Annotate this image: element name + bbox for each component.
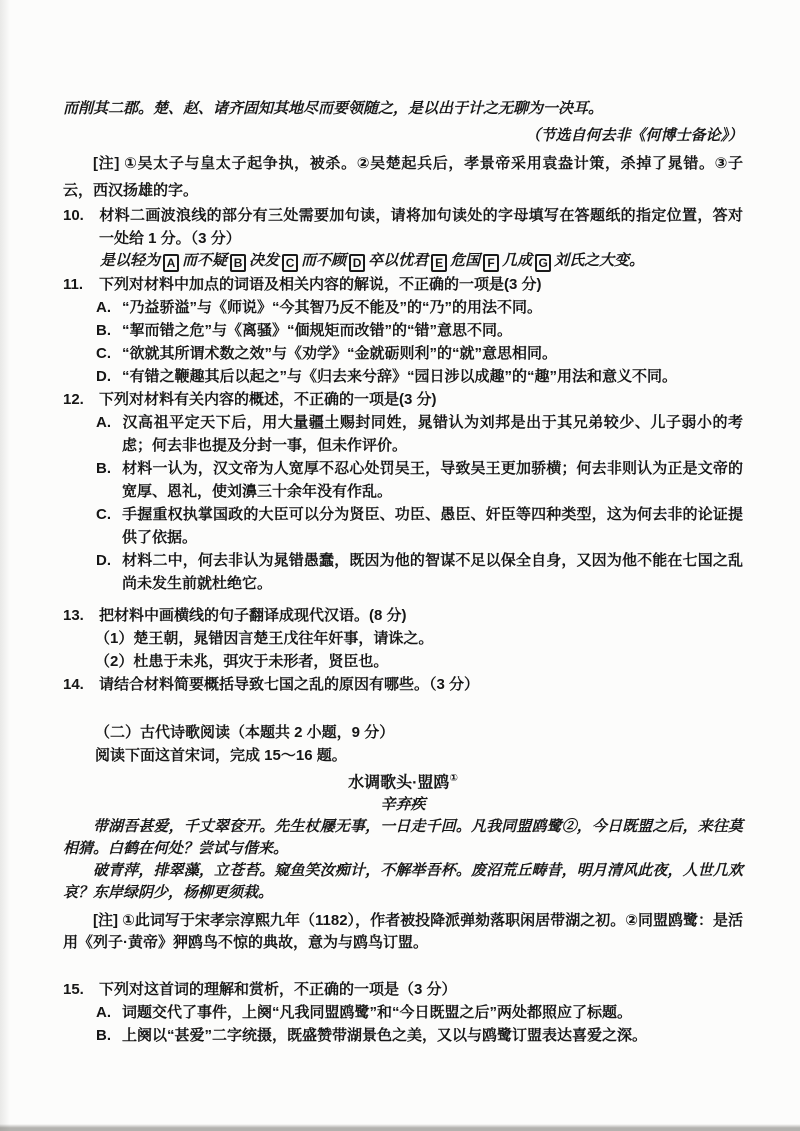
q13-item-2: （2）杜患于未兆，弭灾于未形者，贤臣也。 — [95, 653, 389, 670]
choice-box-d: D — [349, 254, 365, 272]
question-15-block — [63, 978, 743, 1047]
question-number: 14. — [63, 676, 84, 693]
q13-item-1: （1）楚王朝，晁错因言楚王戊往年奸事，请诛之。 — [95, 630, 434, 647]
question-12-stem — [63, 388, 743, 411]
option-label: A. — [96, 299, 111, 316]
option-label: C. — [96, 506, 111, 523]
question-text: 把材料中画横线的句子翻译成现代汉语。(8 分) — [99, 607, 407, 624]
choice-box-c: C — [282, 254, 298, 272]
poem-title-text: 水调歌头·盟鸥 — [348, 774, 450, 792]
q11-option-b — [63, 319, 743, 342]
question-number: 10. — [63, 207, 84, 224]
source-attribution: （节选自何去非《何博士备论》） — [525, 128, 743, 144]
question-text: 请结合材料简要概括导致七国之乱的原因有哪些。（3 分） — [99, 676, 480, 693]
passage-tail-line: 而削其二郡。楚、赵、诸齐固知其地尽而要领随之，是以出于计之无聊为一决耳。 — [63, 101, 604, 117]
q12-option-d — [63, 549, 743, 595]
q11-option-d — [63, 365, 743, 388]
section-2-header: （二）古代诗歌阅读（本题共 2 小题，9 分） — [95, 724, 395, 741]
option-text: 汉高祖平定天下后，用大量疆土赐封同姓，晁错认为刘邦是出于其兄弟较少、儿子弱小的考虑；何去非也提及分封一事，但未作评价。 — [122, 414, 743, 454]
option-text: 材料二中，何去非认为晁错愚蠢，既因为他的智谋不足以保全自身，又因为他不能在七国之乱尚未发生前就杜绝它。 — [122, 552, 743, 592]
choice-box-b: B — [230, 254, 246, 272]
option-text: 上阕以“甚爱”二字统摄，既盛赞带湖景色之美，又以与鸥鹭订盟表达喜爱之深。 — [122, 1027, 648, 1045]
option-label: B. — [96, 322, 111, 339]
q12-option-b — [63, 457, 743, 503]
choice-box-f: F — [483, 254, 499, 272]
passage-one-block — [63, 96, 743, 204]
question-13-stem — [63, 604, 743, 627]
passage-note: [注] ①吴太子与皇太子起争执，被杀。②吴楚起兵后，孝景帝采用袁盎计策，杀掉了晁错。③子云，西汉扬雄的字。 — [63, 155, 743, 199]
question-text: 材料二画波浪线的部分有三处需要加句读，请将加句读处的字母填写在答题纸的指定位置，答对一处给 1 分。（3 分） — [99, 207, 743, 247]
q15-option-b — [63, 1024, 743, 1047]
question-number: 12. — [63, 391, 84, 408]
page-bottom-edge — [0, 1124, 800, 1131]
q11-option-a — [63, 296, 743, 319]
poem-block — [63, 768, 743, 904]
q10-punctuation-sentence — [100, 250, 743, 273]
choice-box-e: E — [431, 254, 447, 272]
q15-option-a — [63, 1001, 743, 1024]
q12-option-a — [63, 411, 743, 457]
option-label: B. — [96, 1027, 111, 1045]
option-text: “欲就其所谓术数之效”与《劝学》“金就砺则利”的“就”意思相同。 — [122, 345, 558, 362]
option-label: A. — [96, 1004, 111, 1022]
sentence-segment: 卒以忧君 — [368, 253, 429, 269]
option-text: 词题交代了事件，上阕“凡我同盟鸥鹭”和“今日既盟之后”两处都照应了标题。 — [122, 1004, 633, 1022]
option-text: 手握重权执掌国政的大臣可以分为贤臣、功臣、愚臣、奸臣等四种类型，这为何去非的论证提供了依据。 — [122, 506, 743, 546]
question-number: 13. — [63, 607, 84, 624]
question-13-block — [63, 604, 743, 673]
option-label: D. — [96, 368, 111, 385]
option-label: D. — [96, 552, 111, 569]
option-text: 材料一认为，汉文帝为人宽厚不忍心处罚吴王，导致吴王更加骄横；何去非则认为正是文帝的宽厚、恩礼，使刘濞三十余年没有作乱。 — [122, 460, 743, 500]
footnote-marker-1: ① — [449, 773, 458, 784]
sentence-segment: 决发 — [249, 253, 280, 269]
sentence-segment: 几成 — [502, 253, 533, 269]
poem-author: 辛弃疾 — [380, 797, 426, 814]
poem-stanza-1: 带湖吾甚爱，千丈翠奁开。先生杖屦无事，一日走千回。凡我同盟鸥鹭②，今日既盟之后，来往莫相猜。白鹤在何处？尝试与偕来。 — [63, 819, 743, 858]
question-11-stem — [63, 273, 743, 296]
question-text: 下列对材料有关内容的概述，不正确的一项是(3 分) — [99, 391, 437, 408]
sentence-segment: 而不疑 — [182, 253, 228, 269]
question-14-stem — [63, 673, 743, 696]
option-text: “乃益骄溢”与《师说》“今其智乃反不能及”的“乃”的用法不同。 — [122, 299, 543, 316]
question-text: 下列对这首词的理解和赏析，不正确的一项是（3 分） — [99, 981, 457, 999]
poem-title — [63, 768, 743, 794]
poem-note: [注] ①此词写于宋孝宗淳熙九年（1182），作者被投降派弹劾落职闲居带湖之初。②同盟鸥鹭：是活用《列子·黄帝》狎鸥鸟不惊的典故，意为与鸥鸟订盟。 — [63, 912, 743, 952]
option-label: B. — [96, 460, 111, 477]
q12-option-c — [63, 503, 743, 549]
question-number: 11. — [63, 276, 84, 293]
choice-box-a: A — [163, 254, 179, 272]
option-label: A. — [96, 414, 111, 431]
question-10-stem — [63, 204, 743, 250]
choice-box-g: G — [535, 254, 551, 272]
sentence-segment: 是以轻为 — [100, 253, 161, 269]
section-2-instruction: 阅读下面这首宋词，完成 15～16 题。 — [95, 747, 347, 764]
q11-option-c — [63, 342, 743, 365]
question-number: 15. — [63, 981, 84, 999]
poem-stanza-2: 破青萍，排翠藻，立苍苔。窥鱼笑汝痴计，不解举吾杯。废沼荒丘畴昔，明月清风此夜，人世几欢哀？东岸绿阴少，杨柳更须栽。 — [63, 863, 743, 902]
question-text: 下列对材料中加点的词语及相关内容的解说，不正确的一项是(3 分) — [99, 276, 542, 293]
option-text: “有错之鞭趣其后以起之”与《归去来兮辞》“园日涉以成趣”的“趣”用法和意义不同。 — [122, 368, 678, 385]
sentence-segment: 刘氏之大变。 — [554, 253, 645, 269]
sentence-segment: 危国 — [450, 253, 481, 269]
sentence-segment: 而不顾 — [301, 253, 347, 269]
option-label: C. — [96, 345, 111, 362]
question-15-stem — [63, 978, 743, 1001]
option-text: “挈而错之危”与《离骚》“偭规矩而改错”的“错”意思不同。 — [122, 322, 513, 339]
